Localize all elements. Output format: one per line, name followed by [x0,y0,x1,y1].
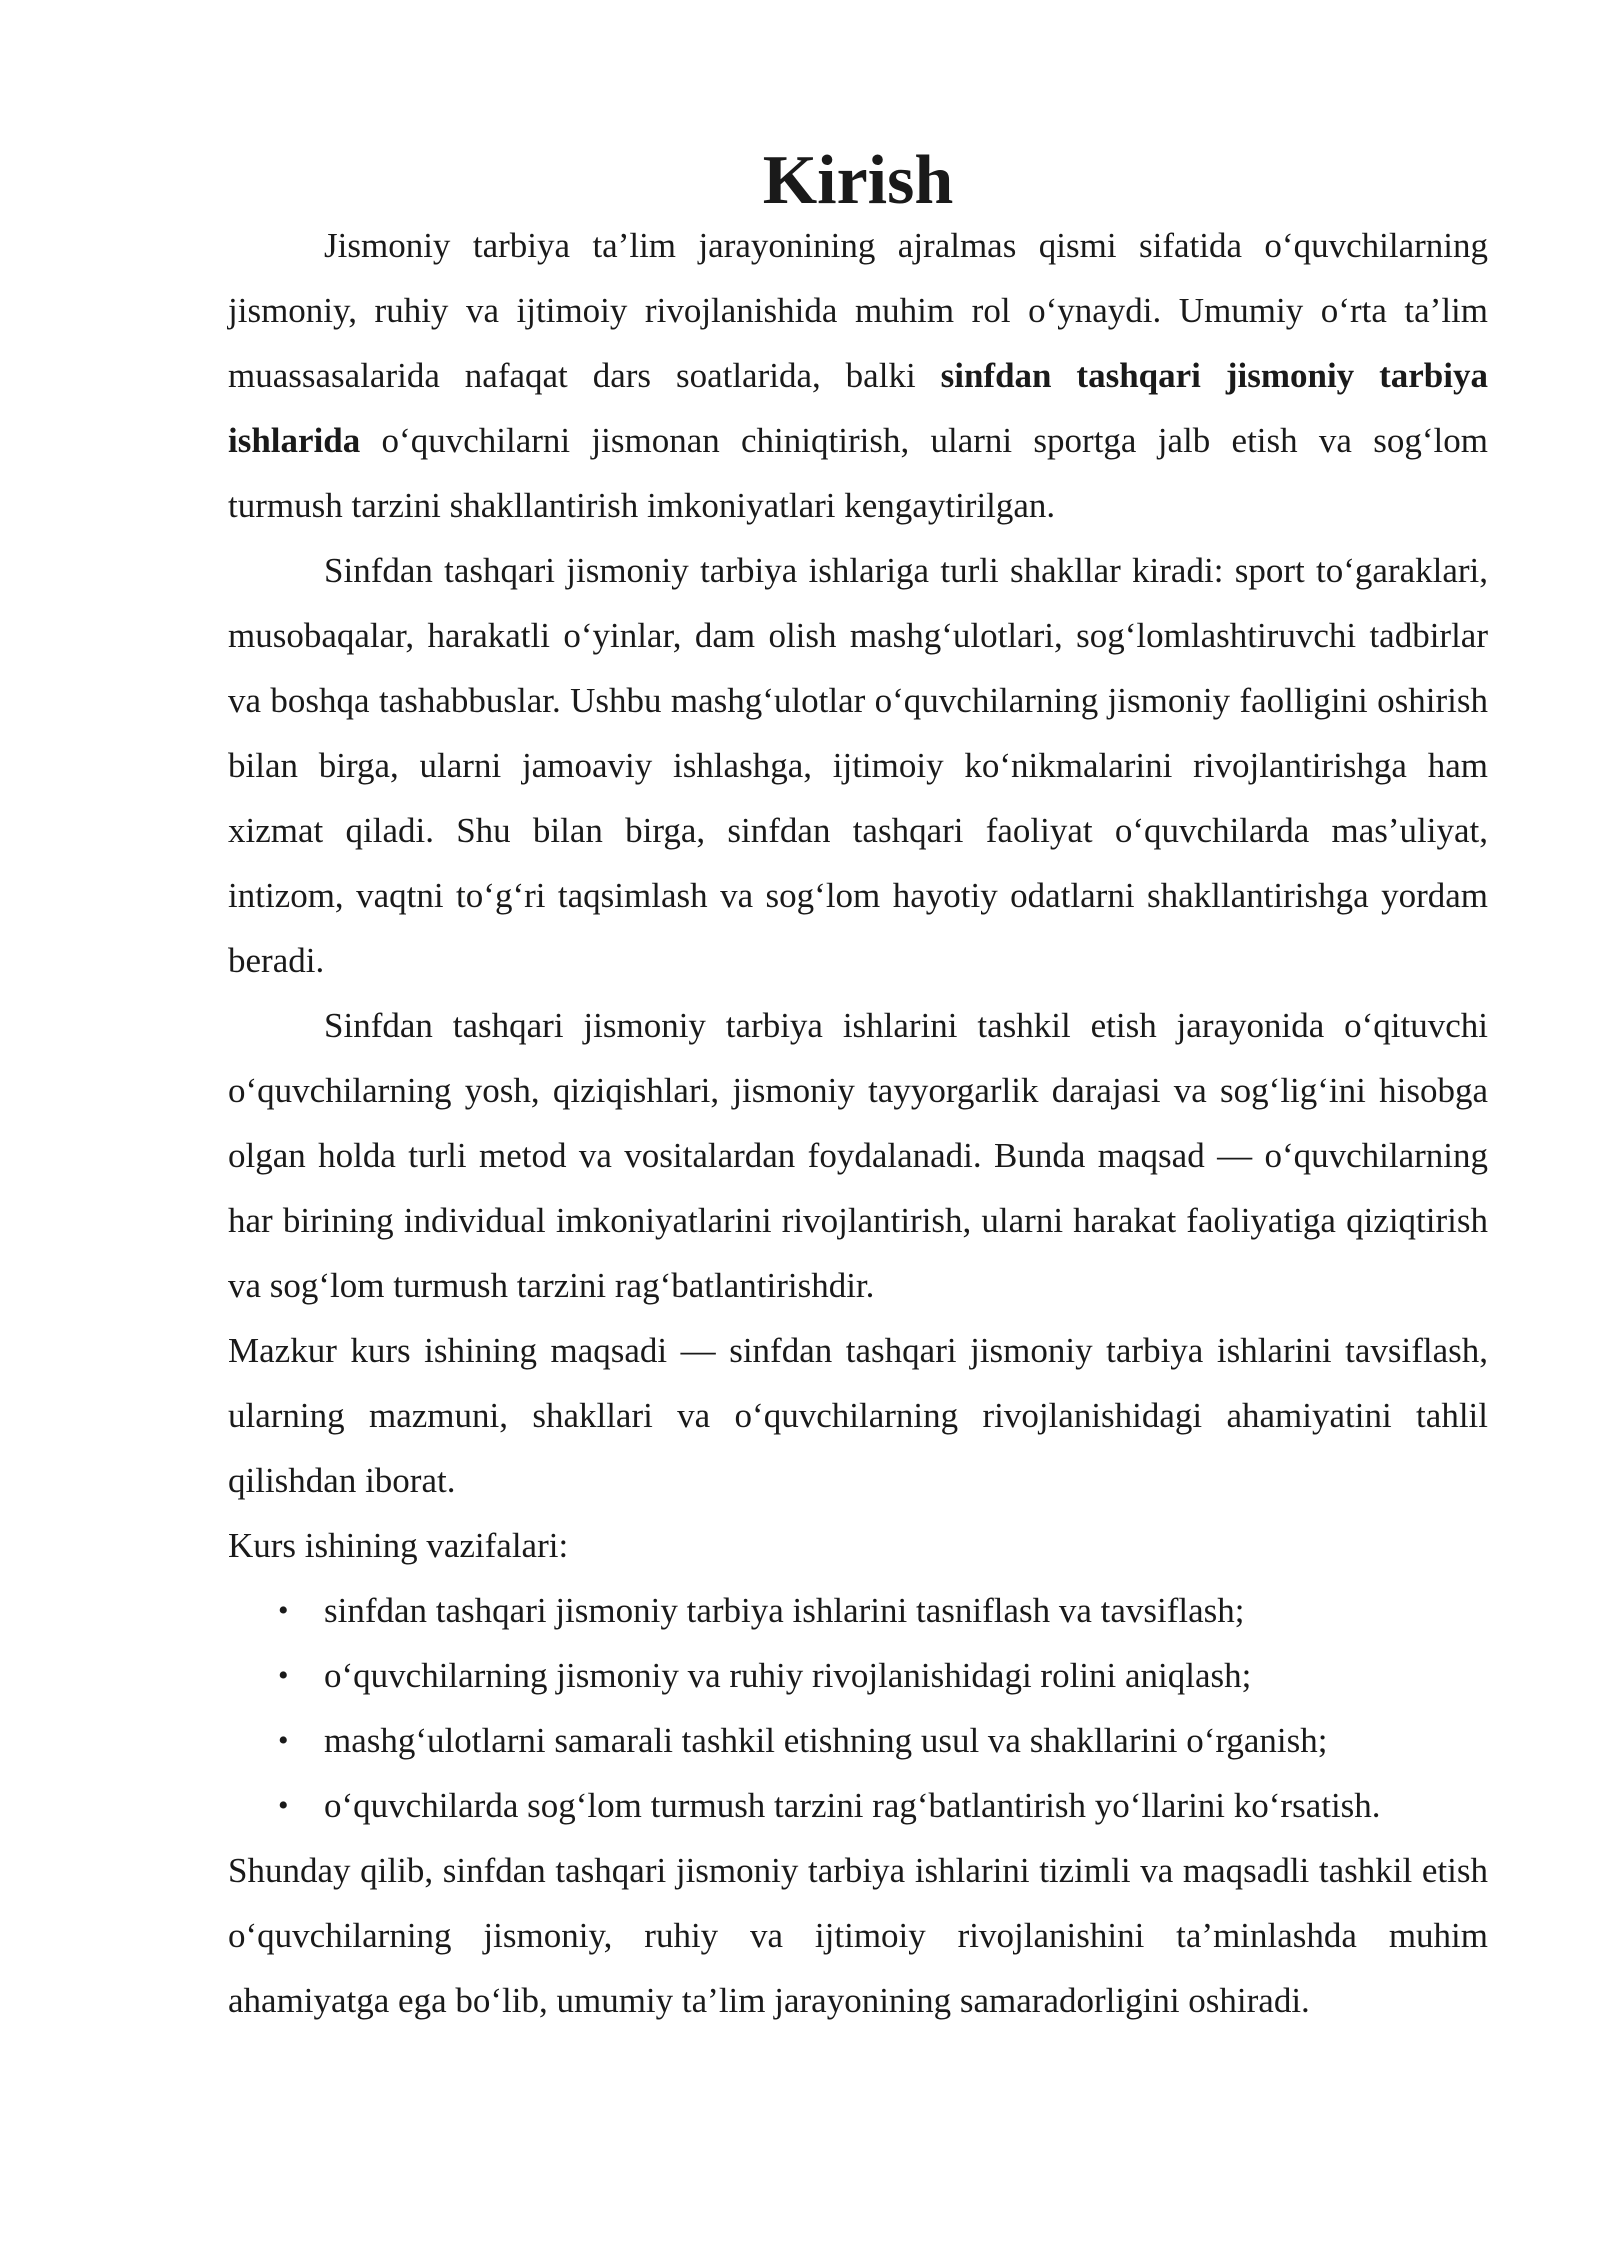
paragraph-intro-text-end: o‘quvchilarni jismonan chiniqtirish, ularni sportga jalb etish va sog‘lom turmush tarzini shakllantirish imkoniyatlari kengaytirilgan. [228,421,1488,525]
bullet-icon: • [278,1659,289,1692]
paragraph-forms: Sinfdan tashqari jismoniy tarbiya ishlariga turli shakllar kiradi: sport to‘garaklari, musobaqalar, harakatli o‘yinlar, dam olish mashg‘ulotlari, sog‘lomlashtiruvchi tadbirlar va boshqa tashabbuslar. Ushbu mashg‘ulotlar o‘quvchilarning jismoniy faolligini oshirish bilan birga, ularni jamoaviy ishlashga, ijtimoiy ko‘nikmalarini rivojlantirishga ham xizmat qiladi. Shu bilan birga, sinfdan tashqari faoliyat o‘quvchilarda mas’uliyat, intizom, vaqtni to‘g‘ri taqsimlash va sog‘lom hayotiy odatlarni shakllantirishga yordam beradi. [228,551,1488,980]
list-item-text: sinfdan tashqari jismoniy tarbiya ishlarini tasniflash va tavsiflash; [324,1591,1245,1630]
bullet-icon: • [278,1594,289,1627]
paragraph-goal: Mazkur kurs ishining maqsadi — sinfdan tashqari jismoniy tarbiya ishlarini tavsiflash, ularning mazmuni, shakllari va o‘quvchilarning rivojlanishidagi ahamiyatini tahlil qilishdan iborat. [228,1331,1488,1500]
paragraph-intro [228,213,1488,538]
list-item [228,1773,1488,1838]
list-item [228,1708,1488,1773]
list-item-text: o‘quvchilarda sog‘lom turmush tarzini rag‘batlantirish yo‘llarini ko‘rsatish. [324,1786,1381,1825]
paragraph-tasks-heading: Kurs ishining vazifalari: [228,1526,569,1565]
list-item-text: mashg‘ulotlarni samarali tashkil etishning usul va shakllarini o‘rganish; [324,1721,1328,1760]
list-item [228,1578,1488,1643]
paragraph-intro-text-start: Jismoniy tarbiya ta’lim jarayonining ajralmas qismi sifatida o‘quvchilarning jismoniy, ruhiy va ijtimoiy rivojlanishida muhim rol o‘ynaydi. Umumiy o‘rta ta’lim muassasalarida nafaqat dars soatlarida, balki [228,226,1488,395]
paragraph-conclusion: Shunday qilib, sinfdan tashqari jismoniy tarbiya ishlarini tizimli va maqsadli tashkil etish o‘quvchilarning jismoniy, ruhiy va ijtimoiy rivojlanishini ta’minlashda muhim ahamiyatga ega bo‘lib, umumiy ta’lim jarayonining samaradorligini oshiradi. [228,1851,1488,2020]
paragraph-intro-bold-phrase: sinfdan tashqari jismoniy tarbiya ishlarida [228,356,1488,460]
paragraph-methods: Sinfdan tashqari jismoniy tarbiya ishlarini tashkil etish jarayonida o‘qituvchi o‘quvchilarning yosh, qiziqishlari, jismoniy tayyorgarlik darajasi va sog‘lig‘ini hisobga olgan holda turli metod va vositalardan foydalanadi. Bunda maqsad — o‘quvchilarning har birining individual imkoniyatlarini rivojlantirish, ularni harakat faoliyatiga qiziqtirish va sog‘lom turmush tarzini rag‘batlantirishdir. [228,1006,1488,1305]
bullet-icon: • [278,1724,289,1757]
list-item-text: o‘quvchilarning jismoniy va ruhiy rivojlanishidagi rolini aniqlash; [324,1656,1252,1695]
tasks-list [228,1578,1488,1838]
list-item [228,1643,1488,1708]
page-title: Kirish [762,142,954,219]
document-page [228,142,1488,2033]
bullet-icon: • [278,1789,289,1822]
